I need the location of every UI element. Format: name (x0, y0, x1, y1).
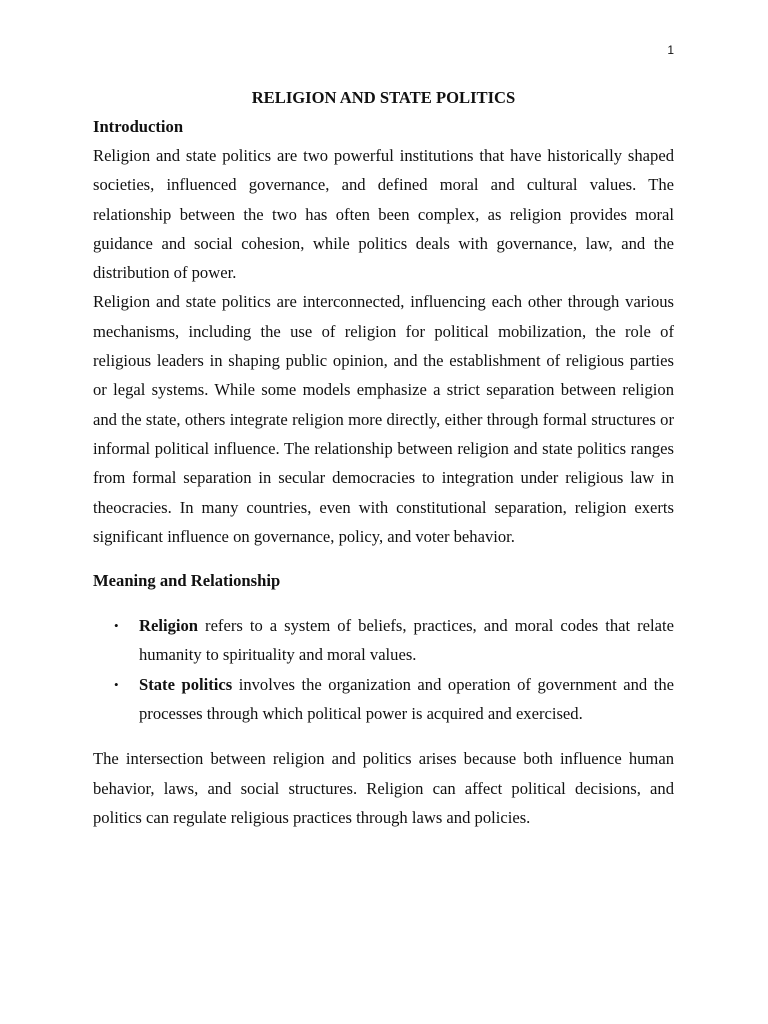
closing-paragraph: The intersection between religion and politics arises because both influence human behavior, laws, and social structures. Religion can affect political decisions, and politics can regulate religious practices through laws and policies. (93, 749, 674, 827)
term-religion: Religion (139, 616, 199, 636)
term-state-politics: State politics (139, 674, 233, 694)
introduction-paragraph-2: Religion and state politics are interconnected, influencing each other through various mechanisms, including the use of religion for political mobilization, the role of religious leaders in shaping public opinion, and the establishment of religious parties or legal systems. While some models emphasize a strict separation between religion and the state, others integrate religion more directly, either through formal structures or informal political influence. The relationship between religion and state politics ranges from formal separation in secular democracies to integration under religious law in theocracies. In many countries, even with constitutional separation, religion exerts significant influence on governance, policy, and voter behavior. (93, 292, 674, 546)
bullet-icon: • (114, 618, 119, 634)
definition-list (93, 611, 674, 728)
list-item-religion (114, 611, 674, 670)
introduction-heading: Introduction (93, 117, 184, 136)
document-body (93, 86, 674, 832)
definition-state-politics: involves the organization and operation of government and the processes through which political power is acquired and exercised. (139, 674, 675, 724)
introduction-paragraph-1: Religion and state politics are two powerful institutions that have historically shaped societies, influenced governance, and defined moral and cultural values. The relationship between the two has often been complex, as religion provides moral guidance and social cohesion, while politics deals with governance, law, and the distribution of power. (93, 146, 674, 283)
document-title: RELIGION AND STATE POLITICS (251, 88, 516, 107)
definition-religion: refers to a system of beliefs, practices, and moral codes that relate humanity to spirituality and moral values. (139, 616, 674, 665)
list-item-state-politics (114, 670, 675, 729)
meaning-heading: Meaning and Relationship (93, 571, 281, 591)
bullet-icon: • (114, 676, 119, 692)
page-number: 1 (667, 43, 674, 57)
